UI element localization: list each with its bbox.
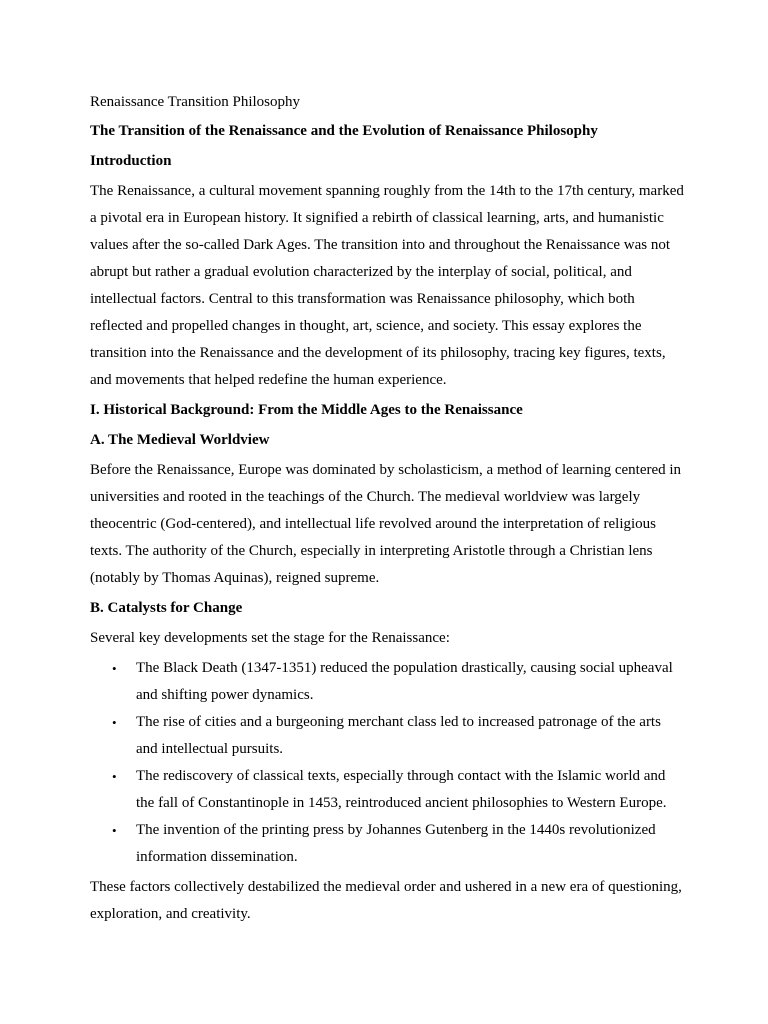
subsection-b-intro: Several key developments set the stage for the Renaissance: — [90, 630, 450, 646]
list-item — [90, 817, 690, 871]
subsection-b-conclusion: These factors collectively destabilized the medieval order and ushered in a new era of questioning, exploration, and creativity. — [90, 879, 682, 922]
intro-paragraph: The Renaissance, a cultural movement spanning roughly from the 14th to the 17th century, marked a pivotal era in European history. It signified a rebirth of classical learning, arts, and humanistic values after the so-called Dark Ages. The transition into and throughout the Renaissance was not abrupt but rather a gradual evolution characterized by the interplay of social, political, and intellectual factors. Central to this transformation was Renaissance philosophy, which both reflected and propelled changes in thought, art, science, and society. This essay explores the transition into the Renaissance and the development of its philosophy, tracing key figures, texts, and movements that helped redefine the human experience. — [90, 183, 684, 388]
document-page — [90, 89, 690, 931]
subsection-a-paragraph: Before the Renaissance, Europe was dominated by scholasticism, a method of learning centered in universities and rooted in the teachings of the Church. The medieval worldview was largely theocentric (God-centered), and intellectual life revolved around the interpretation of religious texts. The authority of the Church, especially in interpreting Aristotle through a Christian lens (notably by Thomas Aquinas), reigned supreme. — [90, 462, 682, 586]
bullet-icon: • — [112, 715, 117, 730]
list-item — [90, 763, 690, 817]
list-item-text: The Black Death (1347-1351) reduced the population drastically, causing social upheaval and shifting power dynamics. — [136, 660, 673, 703]
catalysts-list — [90, 655, 690, 871]
bullet-icon: • — [112, 661, 117, 676]
list-item-text: The rediscovery of classical texts, especially through contact with the Islamic world and the fall of Constantinople in 1453, reintroduced ancient philosophies to Western Europe. — [136, 768, 667, 811]
subsection-b-heading: B. Catalysts for Change — [90, 600, 243, 616]
section1-heading: I. Historical Background: From the Middle Ages to the Renaissance — [90, 402, 523, 418]
intro-heading: Introduction — [90, 153, 172, 169]
list-item-text: The rise of cities and a burgeoning merchant class led to increased patronage of the arts and intellectual pursuits. — [136, 714, 661, 757]
bullet-icon: • — [112, 823, 117, 838]
main-heading: The Transition of the Renaissance and the Evolution of Renaissance Philosophy — [90, 123, 598, 139]
list-item — [90, 709, 690, 763]
bullet-icon: • — [112, 769, 117, 784]
list-item-text: The invention of the printing press by Johannes Gutenberg in the 1440s revolutionized information dissemination. — [136, 822, 656, 865]
list-item — [90, 655, 690, 709]
document-title: Renaissance Transition Philosophy — [90, 94, 301, 110]
subsection-a-heading: A. The Medieval Worldview — [90, 432, 270, 448]
